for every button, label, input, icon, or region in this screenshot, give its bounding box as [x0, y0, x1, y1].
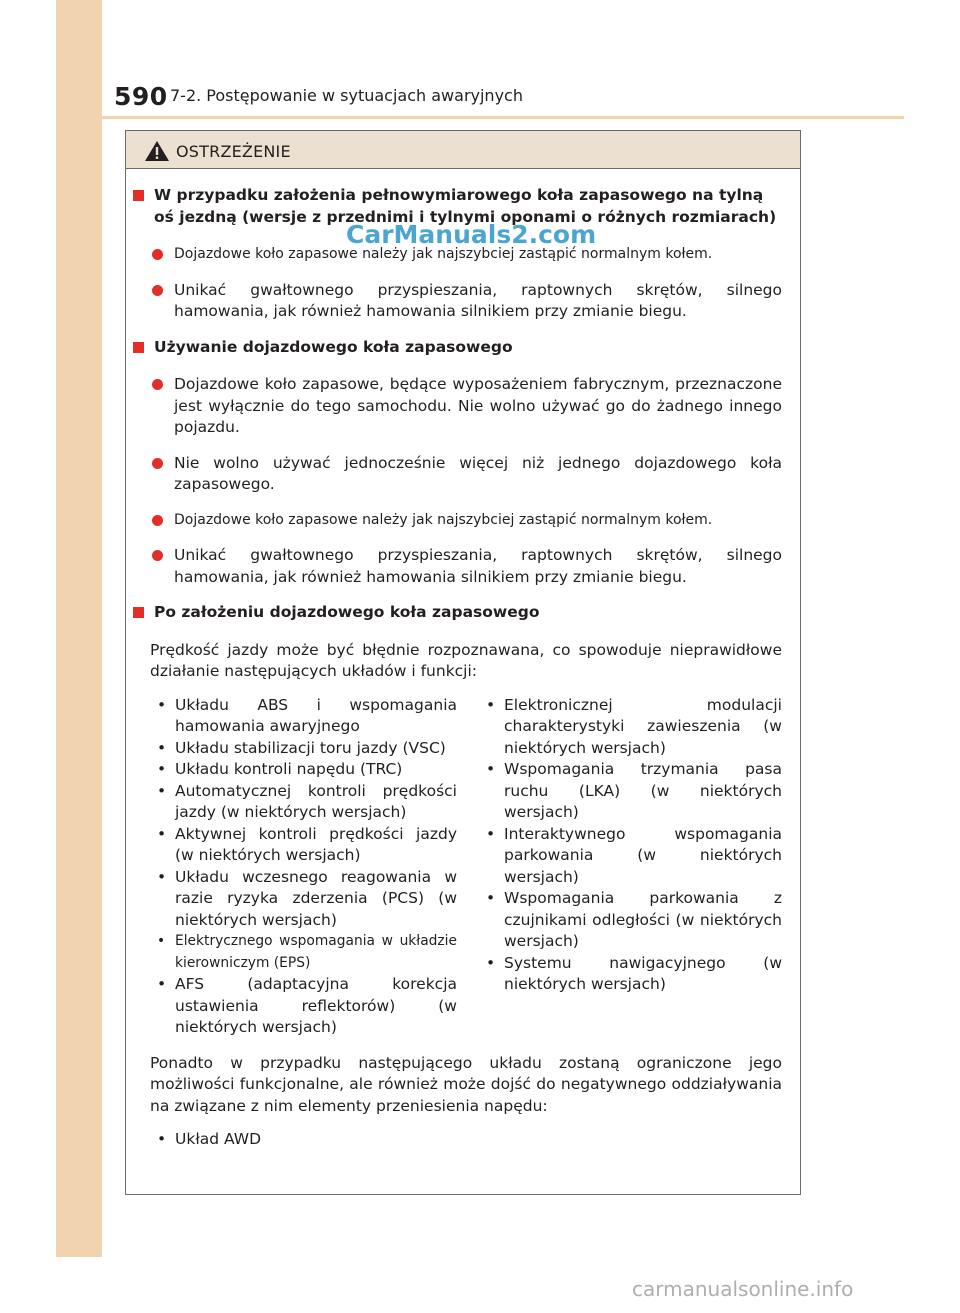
bullet-item: Dojazdowe koło zapasowe, będące wyposażeniem fabrycznym, przeznaczone jest wyłącznie do tego samochodu. Nie wolno używać go do żadnego innego pojazdu.	[151, 374, 782, 439]
list-item: • Układu wczesnego reagowania w razie ryzyka zderzenia (PCS) (w niektórych wersjach)	[155, 867, 457, 932]
list-item: • Elektrycznego wspomagania w układzie kierowniczym (EPS)	[155, 931, 457, 974]
warning-title: OSTRZEŻENIE	[176, 142, 291, 161]
list-item: • Układ AWD	[155, 1129, 782, 1151]
list-item: • Systemu nawigacyjnego (w niektórych wersjach)	[484, 953, 782, 996]
header-rule	[102, 116, 904, 119]
systems-list-left	[155, 695, 457, 1039]
list-item: • Automatycznej kontroli prędkości jazdy (w niektórych wersjach)	[155, 781, 457, 824]
bullet-item: Dojazdowe koło zapasowe należy jak najszybciej zastąpić normalnym kołem.	[151, 510, 782, 532]
bullet-item: Nie wolno używać jednocześnie więcej niż jednego dojazdowego koła zapasowego.	[151, 453, 782, 496]
warning-triangle-icon	[144, 140, 170, 162]
footer-watermark: carmanualsonline.info	[632, 1277, 854, 1301]
list-item: • Układu stabilizacji toru jazdy (VSC)	[155, 738, 457, 760]
systems-list-right	[484, 695, 782, 1039]
list-item: • Interaktywnego wspomagania parkowania (w niektórych wersjach)	[484, 824, 782, 889]
section-heading-full-size-spare: W przypadku założenia pełnowymiarowego koła zapasowego na tylną oś jezdną (wersje z przednimi i tylnymi oponami o różnych rozmiarach)	[132, 185, 782, 228]
list-item: • Układu kontroli napędu (TRC)	[155, 759, 457, 781]
section-heading-compact-spare-use: Używanie dojazdowego koła zapasowego	[132, 337, 782, 359]
watermark: CarManuals2.com	[346, 220, 597, 249]
outro-paragraph: Ponadto w przypadku następującego układu zostaną ograniczone jego możliwości funkcjonalne, ale również może dojść do negatywnego oddziaływania na związane z nim elementy przeniesienia napędu:	[150, 1053, 782, 1115]
awd-list	[155, 1129, 782, 1151]
side-band	[56, 0, 102, 1257]
list-item: • Układu ABS i wspomagania hamowania awaryjnego	[155, 695, 457, 738]
section-title: 7-2. Postępowanie w sytuacjach awaryjnych	[170, 86, 523, 105]
warning-header	[126, 131, 800, 169]
warning-content	[132, 185, 782, 1151]
systems-columns	[155, 695, 782, 1039]
list-item: • Elektronicznej modulacji charakterystyki zawieszenia (w niektórych wersjach)	[484, 695, 782, 760]
bullet-item: Unikać gwałtownego przyspieszania, raptownych skrętów, silnego hamowania, jak również hamowania silnikiem przy zmianie biegu.	[151, 280, 782, 323]
page-number: 590	[114, 82, 168, 111]
list-item: • AFS (adaptacyjna korekcja ustawienia reflektorów) (w niektórych wersjach)	[155, 974, 457, 1039]
bullet-item: Unikać gwałtownego przyspieszania, raptownych skrętów, silnego hamowania, jak również hamowania silnikiem przy zmianie biegu.	[151, 545, 782, 588]
list-item: • Wspomagania trzymania pasa ruchu (LKA) (w niektórych wersjach)	[484, 759, 782, 824]
bullet-item: Dojazdowe koło zapasowe należy jak najszybciej zastąpić normalnym kołem.	[151, 244, 782, 266]
list-item: • Aktywnej kontroli prędkości jazdy (w niektórych wersjach)	[155, 824, 457, 867]
intro-paragraph: Prędkość jazdy może być błędnie rozpoznawana, co spowoduje nieprawidłowe działanie następujących układów i funkcji:	[150, 640, 782, 680]
warning-box	[125, 130, 801, 1195]
list-item: • Wspomagania parkowania z czujnikami odległości (w niektórych wersjach)	[484, 888, 782, 953]
section-heading-after-fitting: Po założeniu dojazdowego koła zapasowego	[132, 602, 782, 624]
